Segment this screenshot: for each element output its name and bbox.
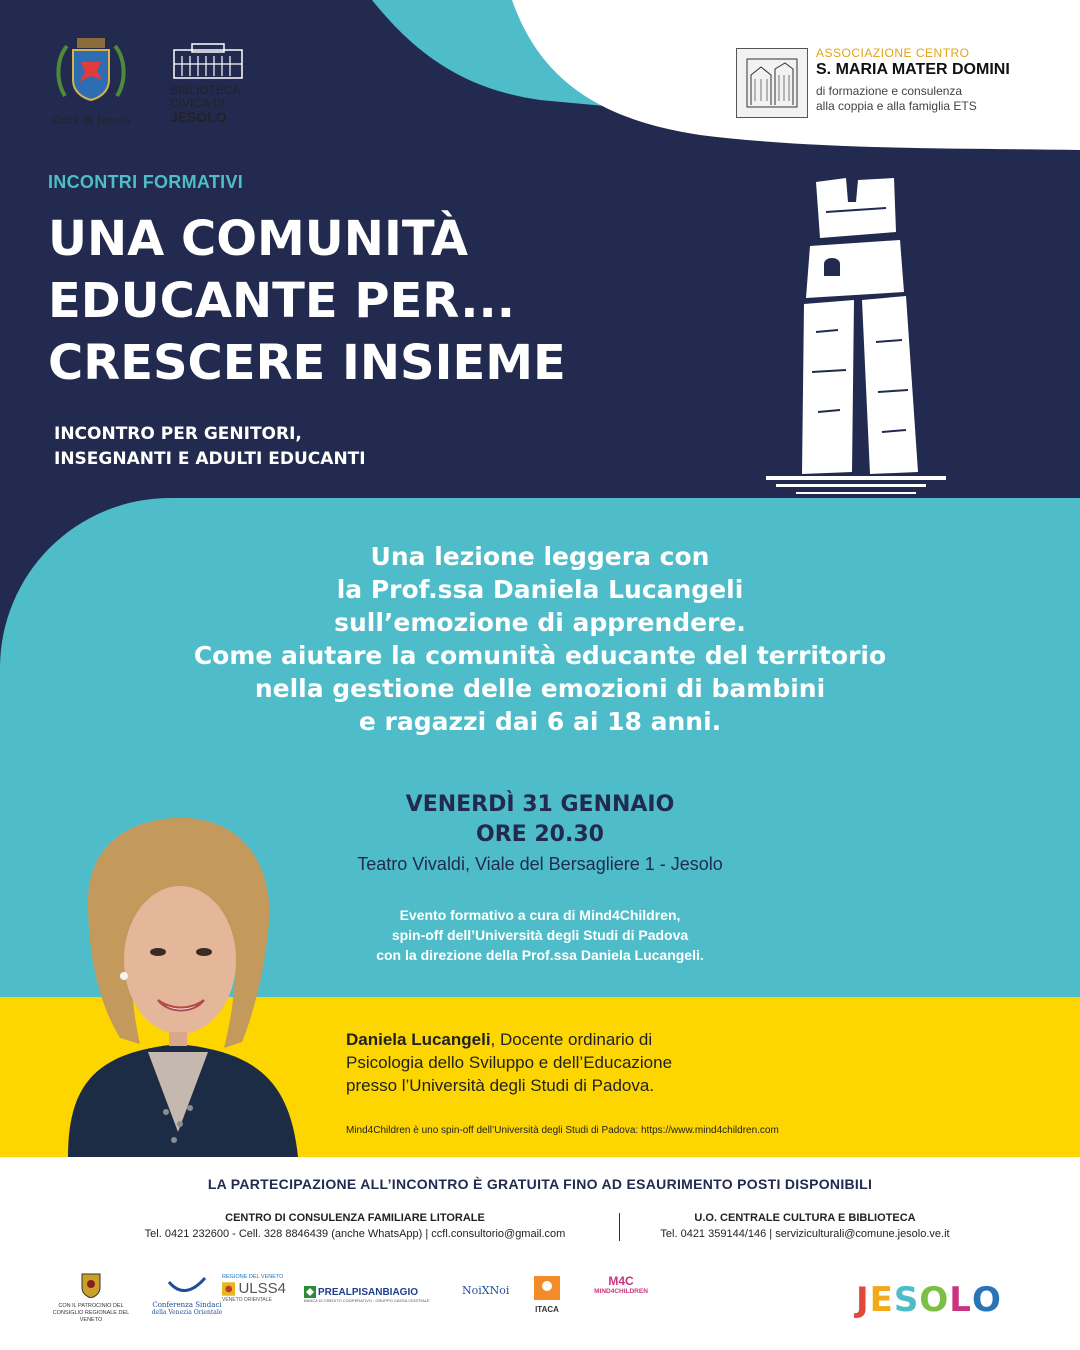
lesson-line-6: e ragazzi dai 6 ai 18 anni. [358, 707, 722, 736]
partner-itaca [532, 1276, 562, 1314]
jesolo-letter-j: J [856, 1280, 870, 1320]
partner-consiglio-veneto [46, 1272, 136, 1324]
jesolo-letter-o2: O [971, 1280, 1002, 1320]
partner-ulss4 [222, 1274, 286, 1303]
event-date: VENERDÌ 31 GENNAIO [405, 792, 675, 817]
speaker-bio [346, 1028, 806, 1097]
bio-role: , Docente ordinario di [490, 1030, 653, 1049]
bio-line-3: presso l’Università degli Studi di Padova. [346, 1076, 655, 1095]
association-line4: alla coppia e alla famiglia ETS [816, 99, 977, 113]
itaca-label: ITACA [535, 1305, 559, 1314]
lesson-line-4: Come aiutare la comunità educante del territorio [193, 641, 887, 670]
prealpi-name: PREALPISANBIAGIO [318, 1286, 419, 1298]
citta-di-jesolo-logo [46, 36, 136, 127]
association-line3: di formazione e consulenza [816, 84, 963, 98]
subline-line-2: INSEGNANTI E ADULTI EDUCANTI [54, 449, 366, 469]
contact-consultorio-details: Tel. 0421 232600 - Cell. 328 8846439 (anche WhatsApp) | ccfl.consultorio@gmail.com [144, 1228, 566, 1240]
headline-line-2: EDUCANTE PER... [48, 273, 515, 329]
bcc-icon [304, 1286, 316, 1298]
library-building-icon [170, 42, 246, 80]
ulss-sub: VENETO ORIENTALE [222, 1297, 272, 1303]
contact-consultorio-title: CENTRO DI CONSULENZA FAMILIARE LITORALE [225, 1212, 485, 1224]
church-sketch-icon [737, 49, 807, 117]
consiglio-line2: CONSIGLIO REGIONALE DEL VENETO [52, 1310, 130, 1323]
bio-line-2: Psicologia dello Sviluppo e dell’Educazione [346, 1053, 673, 1072]
jesolo-letter-s: S [893, 1280, 920, 1320]
jesolo-brand-logo [856, 1280, 1002, 1320]
biblioteca-line3: JESOLO [170, 109, 227, 125]
association-logo [736, 46, 1046, 122]
lesson-line-3: sull’emozione di apprendere. [334, 608, 746, 637]
jesolo-letter-e: E [869, 1280, 894, 1320]
organizer-line-1: Evento formativo a cura di Mind4Children, [399, 907, 681, 923]
lesson-line-2: la Prof.ssa Daniela Lucangeli [336, 575, 744, 604]
audience-subline [54, 422, 366, 472]
partner-noixnoi: NoiXNoi [462, 1284, 510, 1297]
jesolo-letter-l: L [949, 1280, 972, 1320]
partner-logos [46, 1272, 666, 1323]
m4c-mark: M4C [608, 1274, 634, 1288]
subline-line-1: INCONTRO PER GENITORI, [54, 424, 302, 444]
partner-mind4children [576, 1274, 666, 1295]
prealpi-sub: BANCA DI CREDITO COOPERATIVO - GRUPPO CASSA CENTRALE [304, 1298, 430, 1303]
spinoff-note: Mind4Children è uno spin-off dell’Università degli Studi di Padova: https://www.mind4children.com [346, 1125, 779, 1136]
biblioteca-logo [170, 42, 260, 124]
speaker-name: Daniela Lucangeli [346, 1030, 491, 1049]
lesson-line-5: nella gestione delle emozioni di bambini [254, 674, 826, 703]
free-entry-notice: LA PARTECIPAZIONE ALL’INCONTRO È GRATUITA FINO AD ESAURIMENTO POSTI DISPONIBILI [207, 1176, 873, 1192]
ulss-top: REGIONE DEL VENETO [222, 1274, 284, 1280]
veneto-flag-icon [222, 1281, 235, 1297]
contact-cultura [555, 1212, 1055, 1240]
bio-line-1 [346, 1028, 806, 1051]
lesson-description [90, 540, 990, 738]
consiglio-line1: CON IL PATROCINIO DEL [58, 1303, 124, 1309]
organizer-line-2: spin-off dell’Università degli Studi di Padova [391, 927, 689, 943]
coat-of-arms-icon [51, 36, 131, 106]
lesson-line-1: Una lezione leggera con [370, 542, 710, 571]
event-venue: Teatro Vivaldi, Viale del Bersagliere 1 - Jesolo [357, 854, 723, 874]
lion-crest-icon [80, 1272, 102, 1298]
speaker-portrait [28, 812, 328, 1157]
organizer-line-3: con la direzione della Prof.ssa Daniela Lucangeli. [376, 947, 704, 963]
association-line1: ASSOCIAZIONE CENTRO [816, 46, 970, 60]
biblioteca-line1: BIBLIOTECA [170, 83, 241, 97]
organizer-note [240, 905, 840, 965]
biblioteca-line2: CIVICA DI [170, 96, 225, 110]
m4c-name: MIND4CHILDREN [594, 1288, 648, 1295]
partner-prealpi [304, 1286, 444, 1303]
headline-line-3: CRESCERE INSIEME [48, 335, 566, 391]
event-time: ORE 20.30 [476, 822, 604, 847]
partner-conferenza-sindaci [150, 1276, 224, 1316]
contact-consultorio [105, 1212, 605, 1240]
contact-cultura-title: U.O. CENTRALE CULTURA E BIBLIOTECA [694, 1212, 916, 1224]
headline-line-1: UNA COMUNITÀ [48, 211, 468, 267]
event-when [300, 790, 780, 850]
citta-caption: Città di Jesolo [51, 114, 131, 127]
kicker: INCONTRI FORMATIVI [48, 172, 244, 192]
headline [48, 208, 748, 394]
ulss-name: ULSS4 [238, 1280, 286, 1297]
lagoon-pole-icon [766, 172, 956, 502]
association-stamp-image [736, 48, 808, 118]
conferenza-line1: Conferenza Sindaci [152, 1301, 222, 1309]
association-name: S. MARIA MATER DOMINI [816, 61, 1010, 78]
swoosh-icon [167, 1276, 207, 1296]
contact-cultura-details: Tel. 0421 359144/146 | serviziculturali@comune.jesolo.ve.it [660, 1228, 950, 1240]
itaca-icon [534, 1276, 560, 1300]
conferenza-line2: della Venezia Orientale [151, 1309, 223, 1316]
jesolo-letter-o: O [919, 1280, 950, 1320]
